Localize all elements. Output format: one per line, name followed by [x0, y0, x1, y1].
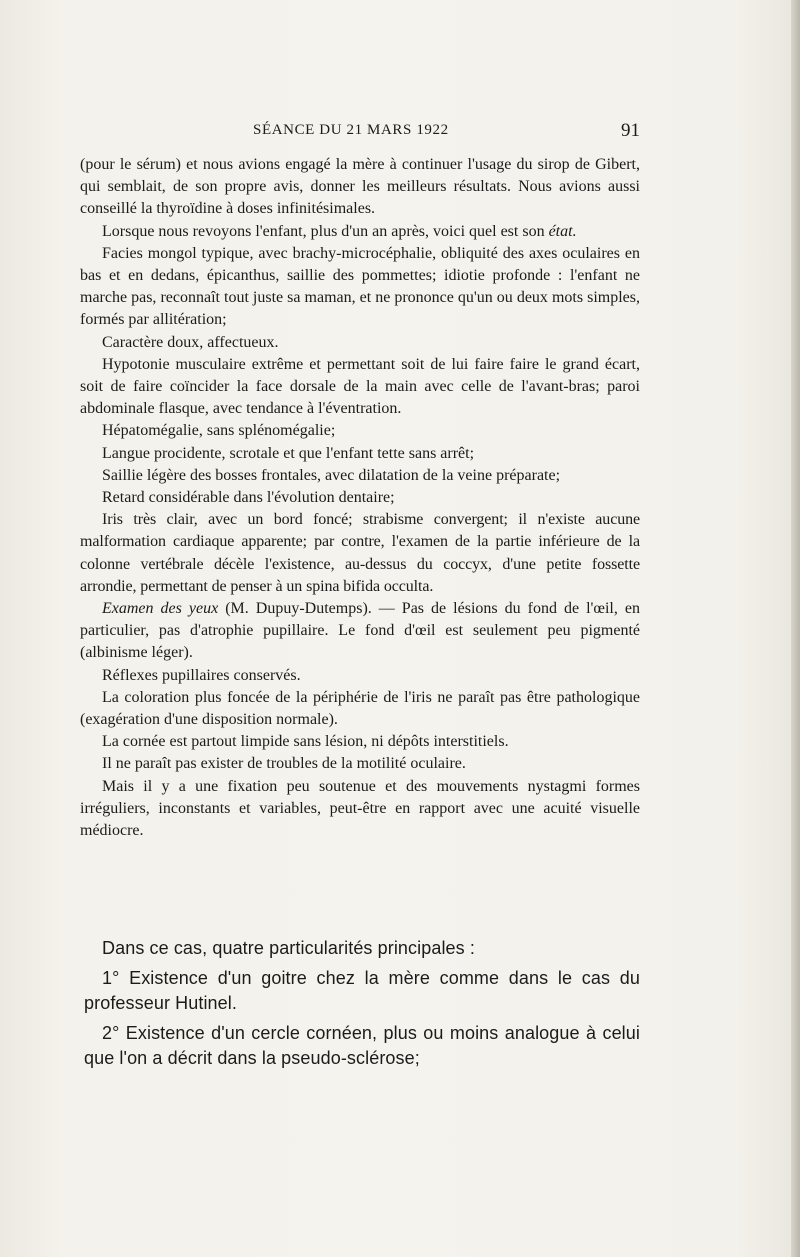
- paragraph-caractere: Caractère doux, affectueux.: [102, 333, 279, 351]
- page-number: 91: [621, 120, 640, 141]
- paragraph-fixation: Mais il y a une fixation peu soutenue et des mouvements nystagmi formes irréguliers, inconstants et variables, peut-être en rapport avec une acuité visuelle médiocre.: [80, 777, 640, 840]
- paragraph-revoyons: [80, 221, 640, 243]
- typed-note-1: 1° Existence d'un goitre chez la mère comme dans le cas du professeur Hutinel.: [84, 967, 640, 1013]
- paragraph-examen-yeux: [80, 598, 640, 665]
- printed-text-body: [80, 154, 640, 842]
- paragraph-hypotonie: Hypotonie musculaire extrême et permettant soit de lui faire faire le grand écart, soit de faire coïncider la face dorsale de la main avec celle de l'avant-bras; paroi abdominale flasque, avec tendance à l'éventration.: [80, 355, 640, 418]
- paragraph-continuation: (pour le sérum) et nous avions engagé la mère à continuer l'usage du sirop de Gibert, qui semblait, de son propre avis, donner les meilleurs résultats. Nous avions aussi conseillé la thyroïdine à doses infinitésimales.: [80, 156, 640, 218]
- examen-italic: Examen des yeux: [102, 600, 219, 618]
- running-head: SÉANCE DU 21 MARS 1922: [253, 122, 449, 138]
- paragraph-revoyons-text: Lorsque nous revoyons l'enfant, plus d'un an après, voici quel est son: [102, 222, 545, 240]
- paragraph-examen-text: (M. Dupuy-Dutemps). — Pas de lésions du fond de l'œil, en particulier, pas d'atrophie pupillaire. Le fond d'œil est seulement peu pigmenté (albinisme léger).: [80, 600, 640, 662]
- typed-note-2: 2° Existence d'un cercle cornéen, plus ou moins analogue à celui que l'on a décrit dans la pseudo-sclérose;: [84, 1022, 640, 1068]
- etat-italic: état.: [548, 222, 577, 240]
- paragraph-reflexes: Réflexes pupillaires conservés.: [102, 666, 301, 684]
- paragraph-coloration: La coloration plus foncée de la périphérie de l'iris ne paraît pas être pathologique (exagération d'une disposition normale).: [80, 688, 640, 729]
- paragraph-facies: Facies mongol typique, avec brachy-microcéphalie, obliquité des axes oculaires en bas et en dedans, épicanthus, saillie des pommettes; idiotie profonde : l'enfant ne marche pas, reconnaît tout juste sa maman, et ne prononce qu'un ou deux mots simples, formés par allitération;: [80, 244, 640, 329]
- page-header: [80, 120, 640, 146]
- paragraph-cornee: La cornée est partout limpide sans lésion, ni dépôts interstitiels.: [102, 733, 509, 751]
- paragraph-retard: Retard considérable dans l'évolution dentaire;: [102, 489, 395, 507]
- paragraph-saillie: Saillie légère des bosses frontales, avec dilatation de la veine préparate;: [102, 466, 561, 484]
- paragraph-motilite: Il ne paraît pas exister de troubles de la motilité oculaire.: [102, 755, 466, 773]
- typed-notes: [84, 936, 640, 1072]
- page-edge-shadow: [791, 0, 800, 1257]
- paragraph-langue: Langue procidente, scrotale et que l'enfant tette sans arrêt;: [102, 444, 475, 462]
- paragraph-iris: Iris très clair, avec un bord foncé; strabisme convergent; il n'existe aucune malformation cardiaque apparente; par contre, l'examen de la partie inférieure de la colonne vertébrale décèle l'existence, au-dessus du coccyx, d'une petite fossette arrondie, permettant de penser à un spina bifida occulta.: [80, 511, 640, 595]
- typed-note-intro: Dans ce cas, quatre particularités principales :: [102, 938, 475, 958]
- paragraph-hepatomegalie: Hépatomégalie, sans splénomégalie;: [102, 422, 336, 440]
